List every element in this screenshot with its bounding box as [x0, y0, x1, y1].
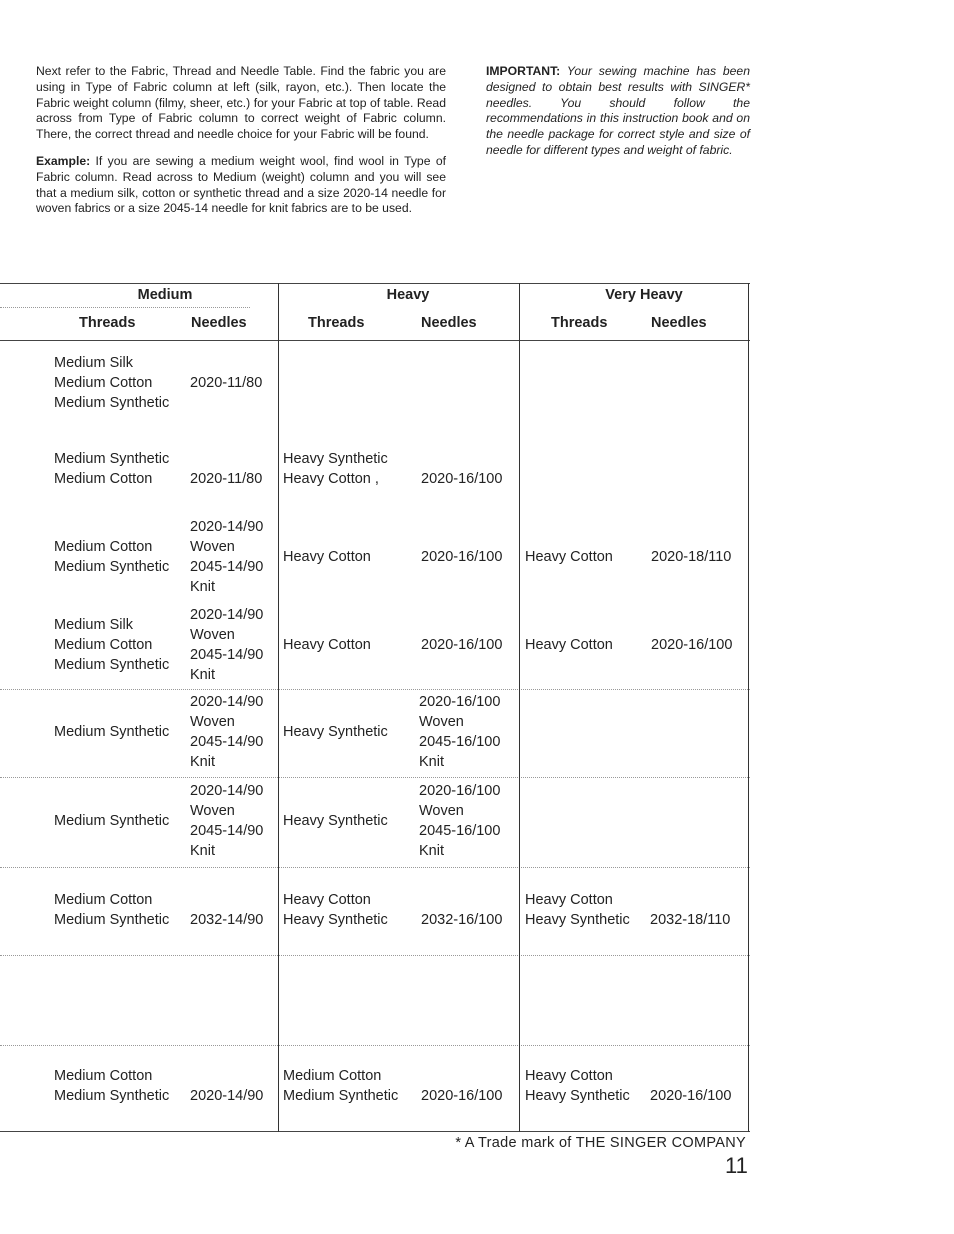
medium-needles-cell: 2020-14/90 — [190, 1088, 264, 1104]
very-heavy-threads-cell: Heavy Cotton — [525, 637, 613, 653]
column-divider — [278, 283, 279, 1132]
intro-paragraph: Next refer to the Fabric, Thread and Needle Table. Find the fabric you are using in Type of Fabric column at left (silk, rayon, etc.). Then locate the Fabric weight column (filmy, sheer, etc.) for your Fabric at top of table. Read across from Type of Fabric column to correct weight of Fabric column. There, the correct thread and needle choice for your Fabric will be found. — [36, 64, 446, 142]
medium-needles-cell: 2020-11/80 — [190, 471, 263, 487]
heavy-needles-cell: 2020-16/100 — [421, 471, 503, 487]
medium-threads-cell: Medium Silk Medium Cotton Medium Synthetic — [54, 355, 170, 411]
header-rule — [0, 340, 750, 341]
heavy-threads-cell: Heavy Synthetic — [283, 724, 388, 740]
heavy-needles-cell: 2020-16/100 Woven 2045-16/100 Knit — [419, 783, 501, 859]
header-heavy: Heavy — [386, 287, 430, 303]
important-label: IMPORTANT: — [486, 64, 561, 78]
table-bottom-rule — [0, 1131, 750, 1132]
very-heavy-needles-cell: 2032-18/110 — [650, 912, 731, 928]
heavy-needles-cell: 2032-16/100 — [421, 912, 503, 928]
row-divider — [0, 1045, 750, 1046]
very-heavy-threads-cell: Heavy Cotton — [525, 549, 613, 565]
very-heavy-needles-cell: 2020-18/110 — [651, 549, 732, 565]
subheader-threads: Threads — [308, 315, 365, 331]
heavy-threads-cell: Heavy Cotton — [283, 549, 371, 565]
header-divider — [0, 307, 250, 308]
very-heavy-needles-cell: 2020-16/100 — [650, 1088, 732, 1104]
heavy-threads-cell: Heavy Synthetic Heavy Cotton , — [283, 451, 388, 487]
very-heavy-threads-cell: Heavy Cotton Heavy Synthetic — [525, 1068, 630, 1104]
heavy-needles-cell: 2020-16/100 — [421, 637, 503, 653]
medium-needles-cell: 2020-14/90 Woven 2045-14/90 Knit — [190, 694, 264, 770]
medium-threads-cell: Medium Cotton Medium Synthetic — [54, 539, 170, 575]
example-label: Example: — [36, 153, 91, 168]
medium-threads-cell: Medium Synthetic — [54, 724, 170, 740]
column-divider — [519, 283, 520, 1132]
medium-threads-cell: Medium Cotton Medium Synthetic — [54, 1068, 170, 1104]
header-medium: Medium — [137, 287, 193, 303]
heavy-threads-cell: Heavy Synthetic — [283, 813, 388, 829]
row-divider — [0, 867, 750, 868]
page-number: 11 — [725, 1153, 748, 1178]
subheader-threads: Threads — [79, 315, 136, 331]
medium-needles-cell: 2020-11/80 — [190, 375, 263, 391]
important-text: Your sewing machine has been designed to obtain best results with SINGER* needles. You should follow the recommendations in this instruction book and on the needle package for correct style and size of needle for different types and weight of fabric. — [486, 64, 750, 157]
heavy-needles-cell: 2020-16/100 — [421, 549, 503, 565]
row-divider — [0, 689, 750, 690]
example-paragraph — [36, 154, 446, 217]
heavy-needles-cell: 2020-16/100 Woven 2045-16/100 Knit — [419, 694, 501, 770]
important-note — [486, 64, 750, 159]
intro-text — [36, 64, 446, 228]
very-heavy-needles-cell: 2020-16/100 — [651, 637, 733, 653]
header-very-heavy: Very Heavy — [605, 287, 683, 303]
medium-threads-cell: Medium Cotton Medium Synthetic — [54, 892, 170, 928]
medium-needles-cell: 2032-14/90 — [190, 912, 264, 928]
example-text: If you are sewing a medium weight wool, find wool in Type of Fabric column. Read across to Medium (weight) column and you will see that a medium silk, cotton or synthetic thread and a size 2020-14 needle for woven fabrics or a size 2045-14 needle for knit fabrics are to be used. — [36, 153, 446, 216]
heavy-threads-cell: Medium Cotton Medium Synthetic — [283, 1068, 399, 1104]
heavy-threads-cell: Heavy Cotton — [283, 637, 371, 653]
row-divider — [0, 777, 750, 778]
row-divider — [0, 955, 750, 956]
table-right-border — [748, 283, 749, 1132]
trademark-footnote: * A Trade mark of THE SINGER COMPANY — [455, 1135, 746, 1151]
medium-needles-cell: 2020-14/90 Woven 2045-14/90 Knit — [190, 519, 264, 595]
very-heavy-threads-cell: Heavy Cotton Heavy Synthetic — [525, 892, 630, 928]
medium-needles-cell: 2020-14/90 Woven 2045-14/90 Knit — [190, 607, 264, 683]
heavy-needles-cell: 2020-16/100 — [421, 1088, 503, 1104]
table-top-rule — [0, 283, 750, 284]
heavy-threads-cell: Heavy Cotton Heavy Synthetic — [283, 892, 388, 928]
medium-needles-cell: 2020-14/90 Woven 2045-14/90 Knit — [190, 783, 264, 859]
subheader-needles: Needles — [191, 315, 247, 331]
subheader-threads: Threads — [551, 315, 608, 331]
subheader-needles: Needles — [651, 315, 707, 331]
thread-needle-table — [0, 283, 750, 1132]
medium-threads-cell: Medium Silk Medium Cotton Medium Synthetic — [54, 617, 170, 673]
medium-threads-cell: Medium Synthetic Medium Cotton — [54, 451, 170, 487]
medium-threads-cell: Medium Synthetic — [54, 813, 170, 829]
subheader-needles: Needles — [421, 315, 477, 331]
